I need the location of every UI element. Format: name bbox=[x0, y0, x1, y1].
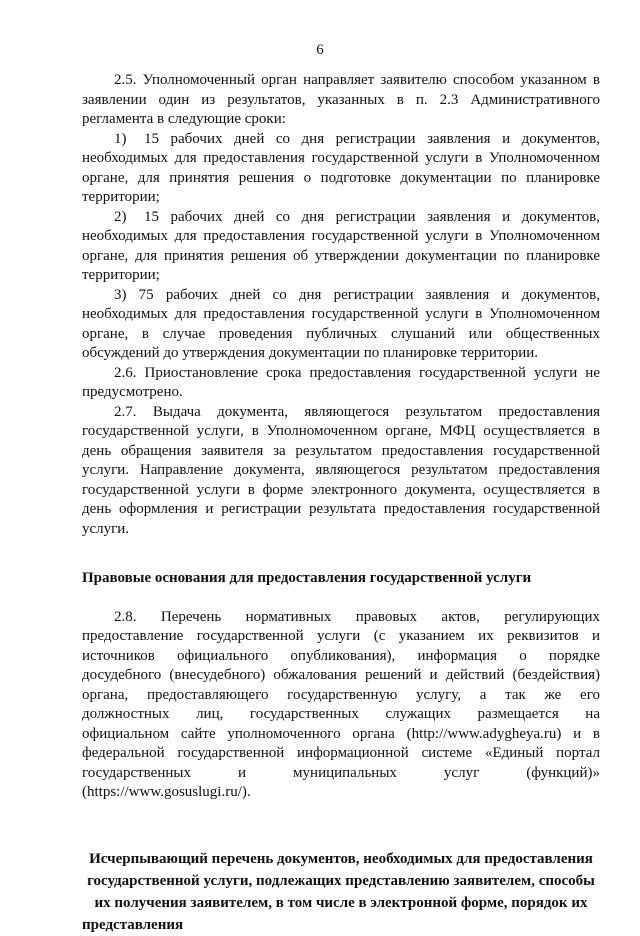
list-item-text: 15 рабочих дней со дня регистрации заявления и документов, необходимых для предоставления государственной услуги в Уполномоченном органе, для принятия решения об утверждении документации по планировке территории; bbox=[82, 208, 600, 283]
list-item-1 bbox=[82, 130, 600, 208]
list-item-text: 15 рабочих дней со дня регистрации заявления и документов, необходимых для предоставления государственной услуги в Уполномоченном органе, для принятия решения о подготовке документации по планировке территории; bbox=[82, 130, 600, 205]
section-heading-legal-basis: Правовые основания для предоставления государственной услуги bbox=[82, 570, 532, 586]
page-number: 6 bbox=[316, 42, 324, 58]
paragraph-2-6: 2.6. Приостановление срока предоставления государственной услуги не предусмотрено. bbox=[82, 364, 600, 400]
list-item-number: 1) bbox=[114, 130, 127, 147]
list-item-number: 2) bbox=[114, 208, 127, 225]
list-item-3: 3) 75 рабочих дней со дня регистрации заявления и документов, необходимых для предоставления государственной услуги в Уполномоченном органе, в случае проведения публичных слушаний или общественных обсуждений до утверждения документации по планировке территории. bbox=[82, 286, 600, 361]
paragraph-2-8: 2.8. Перечень нормативных правовых актов, регулирующих предоставление государственной услуги (с указанием их реквизитов и источников официального опубликования), информация о порядке досудебного (внесудебного) обжалования решений и действий (бездействия) органа, предоставляющего государственную услугу, а так же его должностных лиц, государственных служащих размещается на официальном сайте уполномоченного органа (http://www.adygheya.ru) и в федеральной государственной информационной системе «Единый портал государственных и муниципальных услуг (функций)» (https://www.gosuslugi.ru/). bbox=[82, 608, 600, 800]
document-body bbox=[82, 71, 600, 936]
list-item-2 bbox=[82, 208, 600, 286]
section-heading-documents-list: Исчерпывающий перечень документов, необходимых для предоставления государственной услуги, подлежащих представлению заявителем, способы их получения заявителем, в том числе в электронной форме, порядок их представления bbox=[82, 850, 595, 933]
paragraph-2-7: 2.7. Выдача документа, являющегося результатом предоставления государственной услуги, в Уполномоченном органе, МФЦ осуществляется в день обращения заявителя за результатом предоставления государственной услуги. Направление документа, являющегося результатом предоставления государственной услуги в форме электронного документа, осуществляется в день оформления и регистрации результата предоставления государственной услуги. bbox=[82, 403, 600, 537]
paragraph-2-5: 2.5. Уполномоченный орган направляет заявителю способом указанном в заявлении один из результатов, указанных в п. 2.3 Административного регламента в следующие сроки: bbox=[82, 72, 600, 127]
